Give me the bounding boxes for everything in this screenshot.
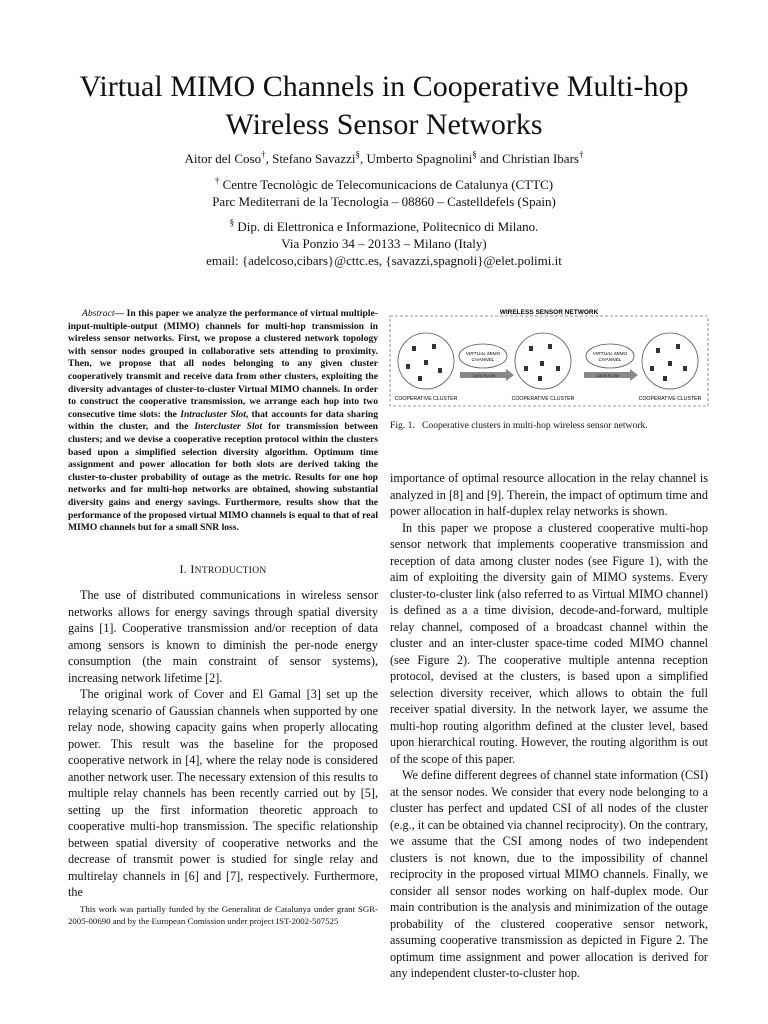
abstract-keyword-intercluster: Intercluster Slot	[194, 421, 263, 433]
section-first-letter: I	[190, 561, 195, 576]
cloud1-label-1: VIRTUAL MIMO	[465, 352, 501, 357]
aff1-mark: †	[214, 175, 220, 186]
author-4-mark: †	[578, 149, 584, 160]
author-4: Christian Ibars	[502, 151, 579, 166]
left-column	[68, 308, 378, 901]
cluster-label-left: COOPERATIVE CLUSTER	[394, 396, 458, 402]
paper-title	[0, 68, 768, 144]
intro-paragraph-1: The use of distributed communications in wireless sensor networks allows for energy savings through spatial diversity gains [1]. Cooperative transmission and/or reception of data among sensors is known to diminish the per-node energy consumption (the main constraint of sensor systems), increasing network lifetime [2].	[68, 588, 378, 685]
network-border	[390, 316, 708, 406]
title-line-1: Virtual MIMO Channels in Cooperative Multi-hop	[79, 70, 689, 103]
author-list: Aitor del Coso†, Stefano Savazzi§, Umberto Spagnolini§ and Christian Ibars†	[184, 149, 584, 166]
arrow1-label: DATA FLOW	[472, 373, 496, 378]
right-column	[390, 470, 708, 982]
cloud2-label-1: VIRTUAL MIMO	[592, 352, 628, 357]
cluster-right	[642, 333, 698, 389]
figure-1-network-diagram	[388, 306, 710, 410]
section-rest: NTRODUCTION	[194, 565, 267, 576]
aff1-line2: Parc Mediterrani de la Tecnologia – 08860 – Castelldefels (Spain)	[212, 194, 556, 209]
cloud2-label-2: CHANNEL	[598, 358, 622, 363]
data-flow-arrow-1	[460, 369, 514, 381]
cluster-left	[398, 333, 454, 389]
title-line-2: Wireless Sensor Networks	[225, 108, 543, 141]
aff2-line1: Dip. di Elettronica e Informazione, Politecnico di Milano.	[237, 219, 539, 234]
cloud1-label-2: CHANNEL	[471, 358, 495, 363]
figure-header: WIRELESS SENSOR NETWORK	[499, 309, 599, 316]
cluster-label-middle: COOPERATIVE CLUSTER	[511, 396, 575, 402]
author-3: Umberto Spagnolini	[366, 151, 473, 166]
caption-text: Cooperative clusters in multi-hop wireless sensor network.	[422, 420, 648, 431]
email-line: email: {adelcoso,cibars}@cttc.es, {savazzi,spagnoli}@elet.polimi.it	[206, 253, 562, 268]
right-paragraph-0: importance of optimal resource allocation in the relay channel is analyzed in [8] and [9]. Therein, the impact of optimum time and power allocation in half-duplex relay networks is shown.	[390, 471, 708, 518]
virtual-mimo-cloud-1	[459, 344, 507, 368]
abstract-text-1: — In this paper we analyze the performance of virtual multiple-input-multiple-output (MIMO) channels for multi-hop transmission in wireless sensor networks. First, we propose a clustered network topology with sensor nodes grouped in collaborative sets attending to proximity. Then, we propose that all nodes belonging to any given cluster cooperatively transmit and receive data from other clusters, exploiting the diversity advantages of cluster-to-cluster Virtual MIMO channels. In order to construct the cooperative transmission, we arrange each hop into two consecutive time slots: the	[68, 308, 378, 420]
aff2-mark: §	[229, 217, 235, 228]
affiliation-polimi	[0, 218, 768, 269]
figure-1-caption	[390, 420, 708, 432]
author-1: Aitor del Coso	[184, 151, 262, 166]
cluster-label-right: COOPERATIVE CLUSTER	[638, 396, 702, 402]
author-2: Stefano Savazzi	[272, 151, 356, 166]
aff1-line1: Centre Tecnològic de Telecomunicacions de Catalunya (CTTC)	[222, 177, 554, 192]
abstract	[68, 308, 378, 535]
caption-number: Fig. 1.	[390, 420, 415, 431]
author-and: and	[480, 151, 499, 166]
abstract-text-2: , that accounts for data sharing within the cluster, and the	[68, 408, 379, 433]
author-3-mark: §	[472, 149, 477, 160]
section-heading-introduction	[68, 561, 378, 580]
intro-paragraph-2: The original work of Cover and El Gamal [3] set up the relaying scenario of Gaussian channels when supported by one relay node, showing capacity gains when properly allocating power. This result was the baseline for the proposed cooperative network in [4], where the relay node is considered another network user. The necessary extension of this results to multiple relay channels has been recently carried out by [5], setting up the first information theoretic approach to cooperative multi-hop transmission. The specific relationship between spatial diversity of cooperative networks and the decrease of transmit power is studied for single relay and multirelay channels in [6] and [7], respectively. Furthermore, the	[68, 687, 378, 900]
cluster-middle	[515, 333, 571, 389]
section-number: I.	[179, 561, 188, 576]
affiliation-cttc	[0, 176, 768, 210]
funding-footnote: This work was partially funded by the Generalitat de Catalunya under grant SGR-2005-00690 and by the European Comission under project IST-2002-507525	[68, 904, 378, 926]
right-paragraph-2: We define different degrees of channel state information (CSI) at the sensor nodes. We consider that every node belonging to a cluster has perfect and updated CSI of all nodes of the cluster (e.g., it can be obtained via channel reciprocity). On the contrary, we assume that the CSI among nodes of two independent clusters is not known, due to the impossibility of channel reciprocity in the proposed virtual MIMO channels. Finally, we consider all sensor nodes working on half-duplex mode. Our main contribution is the analysis and minimization of the outage probability of the clustered cooperative sensor network, assuming cooperative transmission as depicted in Figure 2. The optimum time assignment and power allocation is derived for any independent cluster-to-cluster hop.	[390, 768, 708, 980]
aff2-line2: Via Ponzio 34 – 20133 – Milano (Italy)	[281, 236, 487, 251]
right-paragraph-1: In this paper we propose a clustered cooperative multi-hop sensor network that implements cooperative transmission and reception of data among cluster nodes (see Figure 1), with the aim of exploiting the diversity gain of MIMO systems. Every cluster-to-cluster link (also referred to as Virtual MIMO channel) is defined as a a time division, decode-and-forward, multiple relay channel, composed of a broadcast channel within the cluster and an inter-cluster space-time coded MIMO channel (see Figure 2). The cooperative multiple antenna reception protocol, devised at the clusters, is based upon a simplified selection diversity receiver, which allows to obtain the full receiver spatial diversity. In the network layer, we assume the multi-hop routing algorithm defined at the cluster level, based upon hierarchical routing. However, the routing algorithm is out of the scope of this paper.	[390, 520, 708, 766]
abstract-keyword-intracluster: Intracluster Slot	[180, 408, 246, 420]
author-1-mark: †	[261, 149, 266, 160]
data-flow-arrow-2	[584, 369, 638, 381]
virtual-mimo-cloud-2	[586, 344, 634, 368]
arrow2-label: DATA FLOW	[596, 373, 620, 378]
abstract-text-3: for transmission between clusters; and we devise a cooperative reception protocol within the clusters based upon a simplified selection diversity algorithm. Optimum time assignment and power allocation for both slots are derived taking the cluster-to-cluster probability of outage as the metric. Results for one hop networks and for multi-hop networks are obtained, showing substantial diversity gains and energy savings. Furthermore, results show that the performance of the proposed virtual MIMO channels is equal to that of real MIMO channels but for a small SNR loss.	[68, 421, 378, 534]
abstract-label: Abstract	[82, 308, 115, 319]
author-2-mark: §	[355, 149, 360, 160]
